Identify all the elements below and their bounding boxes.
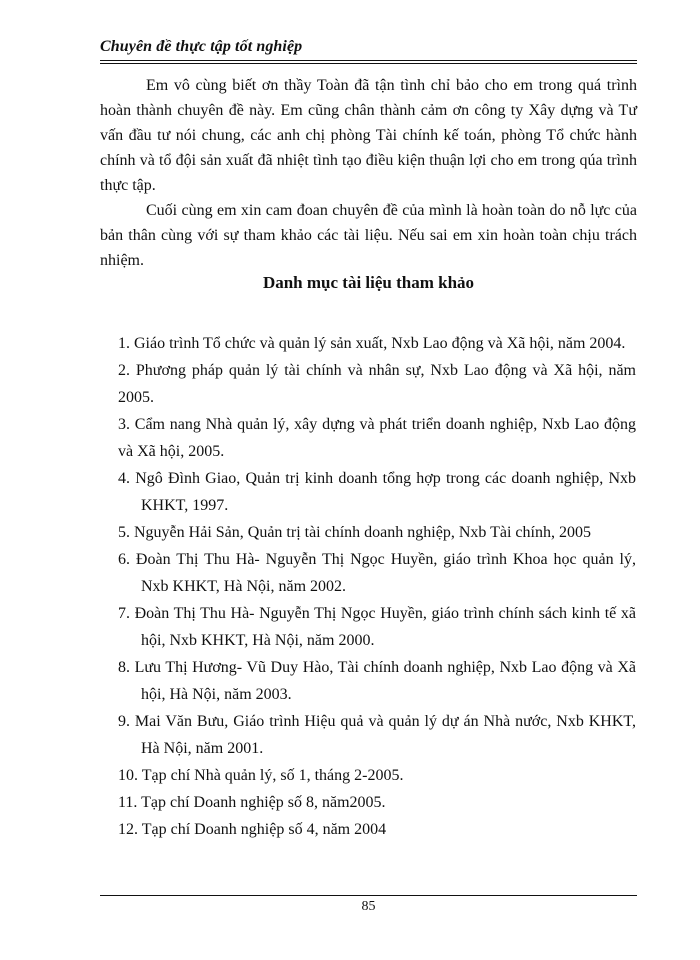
- body-paragraph-declaration: [100, 198, 637, 273]
- body-paragraph-acknowledgement: [100, 73, 637, 198]
- references-list: [118, 330, 636, 843]
- reference-item: 10. Tạp chí Nhà quản lý, số 1, tháng 2-2005.: [118, 767, 404, 784]
- page-number: 85: [361, 899, 376, 914]
- footer-divider: [100, 895, 637, 896]
- reference-item: 5. Nguyễn Hải Sản, Quản trị tài chính doanh nghiệp, Nxb Tài chính, 2005: [118, 524, 591, 541]
- header-divider: [100, 60, 637, 61]
- references-title: Danh mục tài liệu tham khảo: [262, 273, 475, 292]
- header-divider-thin: [100, 63, 637, 64]
- reference-item: 7. Đoàn Thị Thu Hà- Nguyễn Thị Ngọc Huyền, giáo trình chính sách kinh tế xã hội, Nxb KHKT, Hà Nội, năm 2000.: [118, 605, 636, 649]
- reference-item: 3. Cẩm nang Nhà quản lý, xây dựng và phát triển doanh nghiệp, Nxb Lao động và Xã hội, 2005.: [118, 416, 636, 460]
- paragraph-1: Em vô cùng biết ơn thầy Toàn đã tận tình chỉ bảo cho em trong quá trình hoàn thành chuyên đề này. Em cũng chân thành cảm ơn công ty Xây dựng và Tư vấn đầu tư nói chung, các anh chị phòng Tài chính kế toán, phòng Tổ chức hành chính và tổ đội sản xuất đã nhiệt tình tạo điều kiện thuận lợi cho em trong qúa trình thực tập.: [100, 77, 637, 194]
- running-header: Chuyên đề thực tập tốt nghiệp: [100, 38, 303, 55]
- reference-item: 1. Giáo trình Tổ chức và quản lý sản xuất, Nxb Lao động và Xã hội, năm 2004.: [118, 335, 626, 352]
- reference-item: 6. Đoàn Thị Thu Hà- Nguyễn Thị Ngọc Huyền, giáo trình Khoa học quản lý, Nxb KHKT, Hà Nội, năm 2002.: [118, 551, 636, 595]
- reference-item: 12. Tạp chí Doanh nghiệp số 4, năm 2004: [118, 821, 387, 838]
- reference-item: 11. Tạp chí Doanh nghiệp số 8, năm2005.: [118, 794, 386, 811]
- reference-item: 4. Ngô Đình Giao, Quản trị kinh doanh tổng hợp trong các doanh nghiệp, Nxb KHKT, 1997.: [118, 470, 636, 514]
- reference-item: 8. Lưu Thị Hương- Vũ Duy Hào, Tài chính doanh nghiệp, Nxb Lao động và Xã hội, Hà Nội, năm 2003.: [118, 659, 636, 703]
- reference-item: 9. Mai Văn Bưu, Giáo trình Hiệu quả và quản lý dự án Nhà nước, Nxb KHKT, Hà Nội, năm 2001.: [118, 713, 636, 757]
- paragraph-2: Cuối cùng em xin cam đoan chuyên đề của mình là hoàn toàn do nỗ lực của bản thân cùng với sự tham khảo các tài liệu. Nếu sai em xin hoàn toàn chịu trách nhiệm.: [100, 202, 637, 269]
- reference-item: 2. Phương pháp quản lý tài chính và nhân sự, Nxb Lao động và Xã hội, năm 2005.: [118, 362, 636, 406]
